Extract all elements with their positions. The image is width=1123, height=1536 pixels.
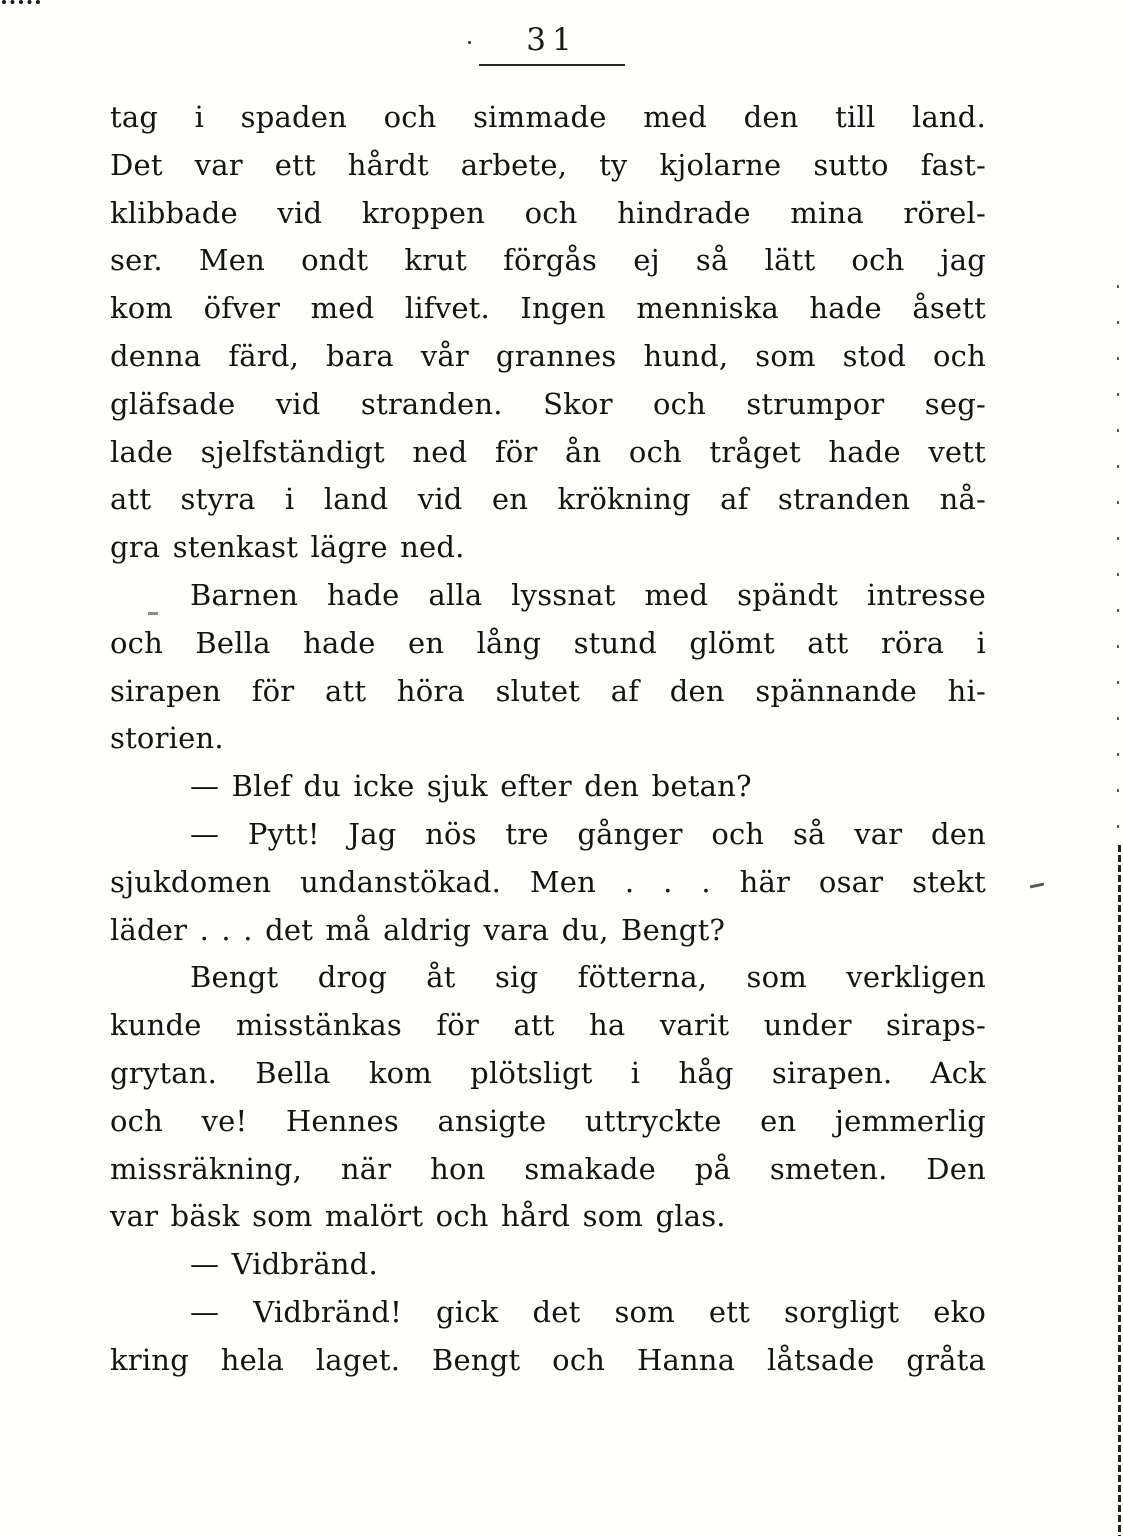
text-line: Det var ett hårdt arbete, ty kjolarne sutto fast-: [110, 147, 986, 182]
scan-speck: [468, 41, 471, 44]
page-number: 31: [526, 22, 578, 58]
text-line: lade sjelfständigt ned för ån och tråget hade vett: [110, 434, 986, 469]
text-line: kom öfver med lifvet. Ingen menniska hade åsett: [110, 291, 986, 326]
text-line: tag i spaden och simmade med den till land.: [110, 100, 986, 134]
text-line: Bengt drog åt sig fötterna, som verkligen: [190, 960, 986, 995]
text-line: — Vidbränd! gick det som ett sorgligt eko: [190, 1294, 986, 1329]
text-line: storien.: [110, 721, 224, 756]
text-line: missräkning, när hon smakade på smeten. Den: [110, 1151, 986, 1186]
page-text: [110, 94, 986, 1385]
text-line: och Bella hade en lång stund glömt att röra i: [110, 625, 986, 660]
text-line: gläfsade vid stranden. Skor och strumpor seg-: [110, 386, 986, 421]
text-line: kunde misstänkas för att ha varit under siraps-: [110, 1008, 986, 1043]
page-header: [479, 22, 625, 66]
text-line: läder . . . det må aldrig vara du, Bengt?: [110, 912, 726, 947]
text-line: ser. Men ondt krut förgås ej så lätt och jag: [110, 243, 986, 278]
text-line: kring hela laget. Bengt och Hanna låtsade gråta: [110, 1342, 986, 1377]
text-line: denna färd, bara vår grannes hund, som stod och: [110, 338, 986, 373]
scan-artifact-edge-sparse: [1117, 285, 1119, 845]
text-line: Barnen hade alla lyssnat med spändt intresse: [190, 577, 986, 612]
scan-artifact-corner: [2, 0, 40, 4]
text-line: gra stenkast lägre ned.: [110, 530, 465, 565]
text-line: sirapen för att höra slutet af den spännande hi-: [110, 673, 986, 708]
scan-speck: [148, 612, 158, 615]
scan-artifact-edge-dense: [1118, 845, 1121, 1536]
text-line: att styra i land vid en krökning af stranden nå-: [110, 482, 986, 517]
text-line: var bäsk som malört och hård som glas.: [110, 1199, 726, 1234]
text-line: sjukdomen undanstökad. Men . . . här osar stekt: [110, 864, 986, 899]
text-line: — Pytt! Jag nös tre gånger och så var den: [190, 816, 986, 851]
text-line: grytan. Bella kom plötsligt i håg sirapen. Ack: [110, 1055, 986, 1090]
text-line: och ve! Hennes ansigte uttryckte en jemmerlig: [110, 1103, 986, 1138]
text-line: — Blef du icke sjuk efter den betan?: [190, 769, 752, 804]
text-line: klibbade vid kroppen och hindrade mina rörel-: [110, 195, 986, 230]
scan-speck: [1030, 883, 1044, 889]
text-line: — Vidbränd.: [190, 1247, 378, 1282]
